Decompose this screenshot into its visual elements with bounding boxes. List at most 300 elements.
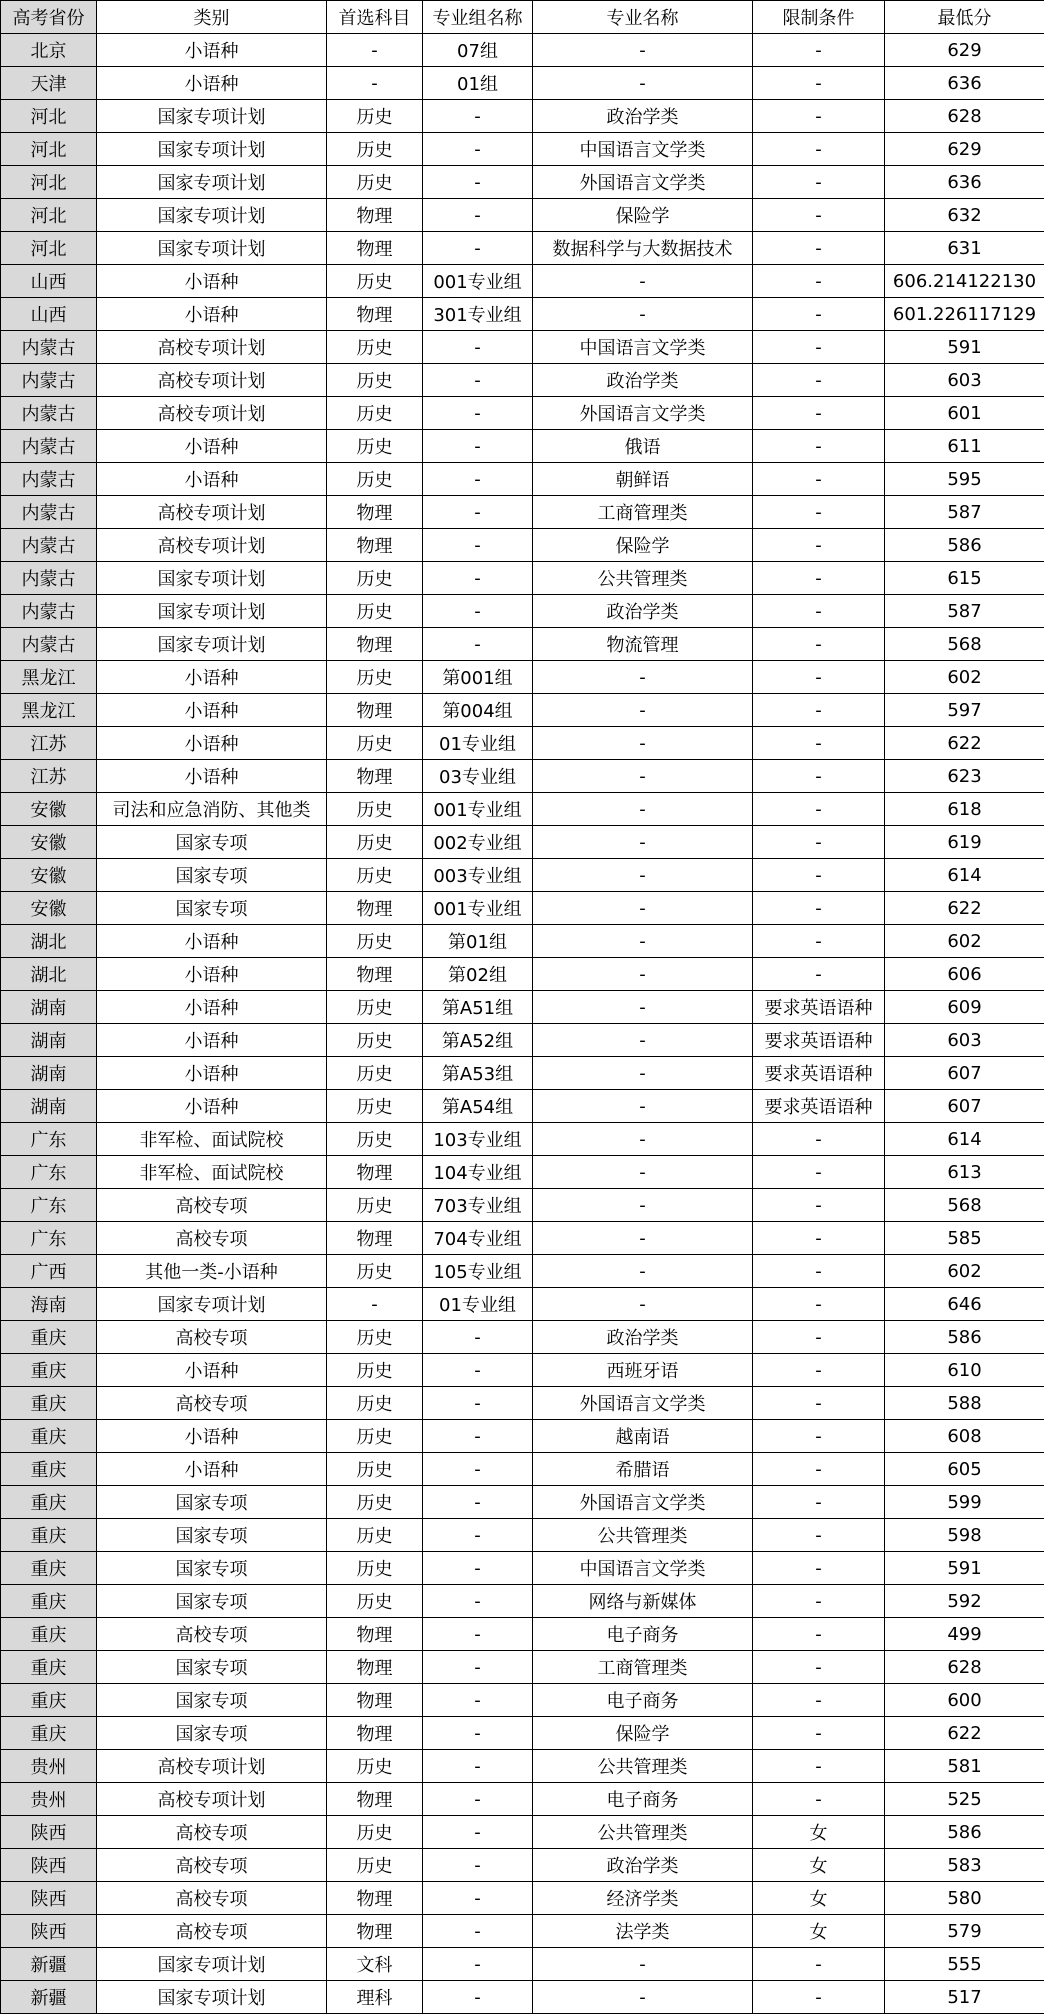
restriction-cell: - <box>753 298 885 331</box>
table-row <box>1 496 1044 529</box>
province-cell: 内蒙古 <box>1 331 97 364</box>
subject-cell: 历史 <box>327 1387 423 1420</box>
group-name-cell: - <box>423 1948 533 1981</box>
restriction-cell: - <box>753 1519 885 1552</box>
province-cell: 内蒙古 <box>1 595 97 628</box>
category-cell: 国家专项计划 <box>97 232 327 265</box>
group-name-cell: 第02组 <box>423 958 533 991</box>
subject-cell: 历史 <box>327 1750 423 1783</box>
province-cell: 湖南 <box>1 1057 97 1090</box>
province-cell: 山西 <box>1 298 97 331</box>
subject-cell: 历史 <box>327 925 423 958</box>
subject-cell: 理科 <box>327 1981 423 2014</box>
category-cell: 小语种 <box>97 265 327 298</box>
category-cell: 小语种 <box>97 661 327 694</box>
subject-cell: 物理 <box>327 1882 423 1915</box>
province-cell: 内蒙古 <box>1 496 97 529</box>
category-cell: 国家专项计划 <box>97 595 327 628</box>
min-score-cell: 580 <box>885 1882 1044 1915</box>
group-name-cell: - <box>423 529 533 562</box>
min-score-cell: 568 <box>885 628 1044 661</box>
major-name-cell: 外国语言文学类 <box>533 1387 753 1420</box>
restriction-cell: - <box>753 793 885 826</box>
subject-cell: 历史 <box>327 1816 423 1849</box>
province-cell: 河北 <box>1 133 97 166</box>
restriction-cell: - <box>753 1387 885 1420</box>
subject-cell: 历史 <box>327 1519 423 1552</box>
restriction-cell: - <box>753 265 885 298</box>
subject-cell: 历史 <box>327 1123 423 1156</box>
header-group-name: 专业组名称 <box>423 1 533 34</box>
province-cell: 内蒙古 <box>1 364 97 397</box>
table-row <box>1 1255 1044 1288</box>
restriction-cell: - <box>753 1123 885 1156</box>
group-name-cell: 301专业组 <box>423 298 533 331</box>
major-name-cell: - <box>533 925 753 958</box>
subject-cell: 物理 <box>327 199 423 232</box>
restriction-cell: - <box>753 892 885 925</box>
group-name-cell: - <box>423 100 533 133</box>
table-row <box>1 1189 1044 1222</box>
major-name-cell: 希腊语 <box>533 1453 753 1486</box>
province-cell: 广东 <box>1 1222 97 1255</box>
major-name-cell: - <box>533 1981 753 2014</box>
min-score-cell: 598 <box>885 1519 1044 1552</box>
min-score-cell: 614 <box>885 859 1044 892</box>
group-name-cell: 105专业组 <box>423 1255 533 1288</box>
table-row <box>1 1849 1044 1882</box>
restriction-cell: - <box>753 628 885 661</box>
restriction-cell: 女 <box>753 1849 885 1882</box>
min-score-cell: 602 <box>885 925 1044 958</box>
group-name-cell: - <box>423 1321 533 1354</box>
province-cell: 重庆 <box>1 1321 97 1354</box>
min-score-cell: 555 <box>885 1948 1044 1981</box>
restriction-cell: - <box>753 331 885 364</box>
category-cell: 高校专项 <box>97 1618 327 1651</box>
category-cell: 国家专项 <box>97 826 327 859</box>
province-cell: 重庆 <box>1 1486 97 1519</box>
major-name-cell: 政治学类 <box>533 1849 753 1882</box>
restriction-cell: - <box>753 166 885 199</box>
table-row <box>1 1387 1044 1420</box>
min-score-cell: 606 <box>885 958 1044 991</box>
group-name-cell: 第A52组 <box>423 1024 533 1057</box>
group-name-cell: - <box>423 1618 533 1651</box>
category-cell: 小语种 <box>97 1024 327 1057</box>
category-cell: 国家专项计划 <box>97 628 327 661</box>
subject-cell: 历史 <box>327 364 423 397</box>
major-name-cell: 电子商务 <box>533 1618 753 1651</box>
group-name-cell: 01专业组 <box>423 727 533 760</box>
province-cell: 黑龙江 <box>1 661 97 694</box>
min-score-cell: 601 <box>885 397 1044 430</box>
category-cell: 小语种 <box>97 298 327 331</box>
category-cell: 国家专项 <box>97 1486 327 1519</box>
major-name-cell: 工商管理类 <box>533 496 753 529</box>
subject-cell: 历史 <box>327 1420 423 1453</box>
restriction-cell: - <box>753 67 885 100</box>
table-row <box>1 1618 1044 1651</box>
province-cell: 海南 <box>1 1288 97 1321</box>
group-name-cell: - <box>423 199 533 232</box>
group-name-cell: 001专业组 <box>423 793 533 826</box>
restriction-cell: - <box>753 661 885 694</box>
table-row <box>1 364 1044 397</box>
subject-cell: 物理 <box>327 1684 423 1717</box>
min-score-cell: 581 <box>885 1750 1044 1783</box>
major-name-cell: 中国语言文学类 <box>533 1552 753 1585</box>
group-name-cell: - <box>423 1783 533 1816</box>
table-row <box>1 1288 1044 1321</box>
min-score-cell: 632 <box>885 199 1044 232</box>
restriction-cell: 女 <box>753 1816 885 1849</box>
subject-cell: 物理 <box>327 1222 423 1255</box>
table-row <box>1 1882 1044 1915</box>
group-name-cell: - <box>423 1453 533 1486</box>
major-name-cell: 保险学 <box>533 529 753 562</box>
subject-cell: 历史 <box>327 793 423 826</box>
min-score-cell: 607 <box>885 1090 1044 1123</box>
table-row <box>1 1123 1044 1156</box>
group-name-cell: - <box>423 133 533 166</box>
major-name-cell: - <box>533 1123 753 1156</box>
min-score-cell: 591 <box>885 1552 1044 1585</box>
table-row <box>1 1057 1044 1090</box>
min-score-cell: 603 <box>885 1024 1044 1057</box>
min-score-cell: 607 <box>885 1057 1044 1090</box>
category-cell: 国家专项计划 <box>97 1288 327 1321</box>
province-cell: 广东 <box>1 1123 97 1156</box>
table-row <box>1 1915 1044 1948</box>
province-cell: 新疆 <box>1 1981 97 2014</box>
category-cell: 国家专项计划 <box>97 1981 327 2014</box>
province-cell: 江苏 <box>1 760 97 793</box>
group-name-cell: 003专业组 <box>423 859 533 892</box>
header-province: 高考省份 <box>1 1 97 34</box>
major-name-cell: - <box>533 1222 753 1255</box>
subject-cell: 历史 <box>327 1453 423 1486</box>
subject-cell: 物理 <box>327 694 423 727</box>
category-cell: 其他一类-小语种 <box>97 1255 327 1288</box>
province-cell: 重庆 <box>1 1585 97 1618</box>
province-cell: 重庆 <box>1 1552 97 1585</box>
group-name-cell: - <box>423 1915 533 1948</box>
table-row <box>1 67 1044 100</box>
category-cell: 非军检、面试院校 <box>97 1123 327 1156</box>
table-row <box>1 265 1044 298</box>
table-row <box>1 958 1044 991</box>
min-score-cell: 636 <box>885 67 1044 100</box>
subject-cell: 历史 <box>327 463 423 496</box>
major-name-cell: - <box>533 1288 753 1321</box>
major-name-cell: 外国语言文学类 <box>533 166 753 199</box>
min-score-cell: 618 <box>885 793 1044 826</box>
province-cell: 重庆 <box>1 1354 97 1387</box>
table-row <box>1 859 1044 892</box>
major-name-cell: - <box>533 1948 753 1981</box>
table-row <box>1 694 1044 727</box>
table-row <box>1 661 1044 694</box>
restriction-cell: - <box>753 925 885 958</box>
category-cell: 国家专项 <box>97 1684 327 1717</box>
restriction-cell: - <box>753 1321 885 1354</box>
province-cell: 内蒙古 <box>1 628 97 661</box>
major-name-cell: 公共管理类 <box>533 1750 753 1783</box>
header-min-score: 最低分 <box>885 1 1044 34</box>
major-name-cell: - <box>533 1156 753 1189</box>
province-cell: 内蒙古 <box>1 463 97 496</box>
group-name-cell: 01专业组 <box>423 1288 533 1321</box>
subject-cell: - <box>327 1288 423 1321</box>
category-cell: 小语种 <box>97 67 327 100</box>
group-name-cell: 001专业组 <box>423 265 533 298</box>
category-cell: 小语种 <box>97 34 327 67</box>
restriction-cell: - <box>753 694 885 727</box>
subject-cell: - <box>327 67 423 100</box>
min-score-cell: 601.226117129 <box>885 298 1044 331</box>
province-cell: 湖南 <box>1 1024 97 1057</box>
category-cell: 国家专项计划 <box>97 1948 327 1981</box>
header-subject: 首选科目 <box>327 1 423 34</box>
group-name-cell: - <box>423 331 533 364</box>
province-cell: 江苏 <box>1 727 97 760</box>
major-name-cell: - <box>533 1255 753 1288</box>
restriction-cell: - <box>753 1981 885 2014</box>
category-cell: 小语种 <box>97 760 327 793</box>
province-cell: 湖南 <box>1 991 97 1024</box>
subject-cell: 历史 <box>327 1189 423 1222</box>
category-cell: 高校专项 <box>97 1189 327 1222</box>
subject-cell: 物理 <box>327 529 423 562</box>
major-name-cell: - <box>533 1024 753 1057</box>
category-cell: 高校专项计划 <box>97 364 327 397</box>
min-score-cell: 588 <box>885 1387 1044 1420</box>
min-score-cell: 587 <box>885 595 1044 628</box>
category-cell: 国家专项 <box>97 1651 327 1684</box>
subject-cell: 历史 <box>327 1090 423 1123</box>
group-name-cell: - <box>423 1552 533 1585</box>
group-name-cell: 第A51组 <box>423 991 533 1024</box>
min-score-cell: 605 <box>885 1453 1044 1486</box>
min-score-cell: 646 <box>885 1288 1044 1321</box>
table-row <box>1 232 1044 265</box>
group-name-cell: 104专业组 <box>423 1156 533 1189</box>
table-row <box>1 1981 1044 2014</box>
category-cell: 高校专项 <box>97 1816 327 1849</box>
min-score-cell: 606.214122130 <box>885 265 1044 298</box>
province-cell: 河北 <box>1 232 97 265</box>
table-row <box>1 892 1044 925</box>
major-name-cell: - <box>533 1057 753 1090</box>
table-row <box>1 1948 1044 1981</box>
province-cell: 安徽 <box>1 826 97 859</box>
restriction-cell: - <box>753 1255 885 1288</box>
province-cell: 重庆 <box>1 1387 97 1420</box>
min-score-cell: 597 <box>885 694 1044 727</box>
restriction-cell: - <box>753 496 885 529</box>
group-name-cell: 第A53组 <box>423 1057 533 1090</box>
province-cell: 重庆 <box>1 1618 97 1651</box>
category-cell: 高校专项 <box>97 1849 327 1882</box>
subject-cell: 历史 <box>327 1585 423 1618</box>
category-cell: 国家专项 <box>97 1519 327 1552</box>
restriction-cell: - <box>753 1453 885 1486</box>
header-category: 类别 <box>97 1 327 34</box>
group-name-cell: 07组 <box>423 34 533 67</box>
group-name-cell: 03专业组 <box>423 760 533 793</box>
restriction-cell: - <box>753 1420 885 1453</box>
province-cell: 天津 <box>1 67 97 100</box>
group-name-cell: - <box>423 1354 533 1387</box>
category-cell: 高校专项计划 <box>97 331 327 364</box>
major-name-cell: 保险学 <box>533 1717 753 1750</box>
category-cell: 高校专项计划 <box>97 1783 327 1816</box>
table-row <box>1 1783 1044 1816</box>
table-row <box>1 430 1044 463</box>
min-score-cell: 599 <box>885 1486 1044 1519</box>
subject-cell: 历史 <box>327 397 423 430</box>
group-name-cell: - <box>423 430 533 463</box>
restriction-cell: - <box>753 1717 885 1750</box>
province-cell: 内蒙古 <box>1 397 97 430</box>
group-name-cell: - <box>423 463 533 496</box>
category-cell: 高校专项 <box>97 1882 327 1915</box>
restriction-cell: - <box>753 199 885 232</box>
subject-cell: 历史 <box>327 430 423 463</box>
category-cell: 高校专项计划 <box>97 1750 327 1783</box>
major-name-cell: 物流管理 <box>533 628 753 661</box>
table-row <box>1 595 1044 628</box>
restriction-cell: - <box>753 397 885 430</box>
table-row <box>1 562 1044 595</box>
table-row <box>1 826 1044 859</box>
major-name-cell: - <box>533 34 753 67</box>
subject-cell: 历史 <box>327 562 423 595</box>
min-score-cell: 595 <box>885 463 1044 496</box>
subject-cell: 物理 <box>327 1717 423 1750</box>
min-score-cell: 609 <box>885 991 1044 1024</box>
major-name-cell: 外国语言文学类 <box>533 397 753 430</box>
major-name-cell: - <box>533 793 753 826</box>
subject-cell: 历史 <box>327 1321 423 1354</box>
group-name-cell: 第001组 <box>423 661 533 694</box>
min-score-cell: 628 <box>885 100 1044 133</box>
restriction-cell: - <box>753 1651 885 1684</box>
group-name-cell: 01组 <box>423 67 533 100</box>
min-score-cell: 614 <box>885 1123 1044 1156</box>
min-score-cell: 600 <box>885 1684 1044 1717</box>
restriction-cell: - <box>753 859 885 892</box>
subject-cell: 历史 <box>327 826 423 859</box>
group-name-cell: 第A54组 <box>423 1090 533 1123</box>
restriction-cell: - <box>753 364 885 397</box>
subject-cell: 历史 <box>327 1552 423 1585</box>
min-score-cell: 628 <box>885 1651 1044 1684</box>
subject-cell: 历史 <box>327 661 423 694</box>
subject-cell: 物理 <box>327 1618 423 1651</box>
major-name-cell: 公共管理类 <box>533 1519 753 1552</box>
restriction-cell: - <box>753 1783 885 1816</box>
min-score-cell: 587 <box>885 496 1044 529</box>
restriction-cell: - <box>753 595 885 628</box>
province-cell: 陕西 <box>1 1816 97 1849</box>
province-cell: 重庆 <box>1 1651 97 1684</box>
province-cell: 重庆 <box>1 1420 97 1453</box>
province-cell: 内蒙古 <box>1 562 97 595</box>
province-cell: 湖南 <box>1 1090 97 1123</box>
group-name-cell: - <box>423 1882 533 1915</box>
group-name-cell: - <box>423 232 533 265</box>
subject-cell: 历史 <box>327 991 423 1024</box>
restriction-cell: - <box>753 529 885 562</box>
major-name-cell: - <box>533 760 753 793</box>
province-cell: 重庆 <box>1 1717 97 1750</box>
table-row <box>1 1420 1044 1453</box>
province-cell: 贵州 <box>1 1783 97 1816</box>
subject-cell: 物理 <box>327 1783 423 1816</box>
restriction-cell: - <box>753 1486 885 1519</box>
major-name-cell: 中国语言文学类 <box>533 133 753 166</box>
category-cell: 小语种 <box>97 1453 327 1486</box>
min-score-cell: 636 <box>885 166 1044 199</box>
major-name-cell: - <box>533 265 753 298</box>
min-score-cell: 631 <box>885 232 1044 265</box>
min-score-cell: 622 <box>885 1717 1044 1750</box>
category-cell: 小语种 <box>97 694 327 727</box>
province-cell: 湖北 <box>1 958 97 991</box>
table-row <box>1 463 1044 496</box>
major-name-cell: 越南语 <box>533 1420 753 1453</box>
min-score-cell: 499 <box>885 1618 1044 1651</box>
category-cell: 小语种 <box>97 1057 327 1090</box>
min-score-cell: 622 <box>885 727 1044 760</box>
major-name-cell: 政治学类 <box>533 364 753 397</box>
min-score-cell: 611 <box>885 430 1044 463</box>
min-score-cell: 622 <box>885 892 1044 925</box>
restriction-cell: 女 <box>753 1882 885 1915</box>
group-name-cell: - <box>423 1651 533 1684</box>
min-score-cell: 629 <box>885 133 1044 166</box>
table-row <box>1 793 1044 826</box>
subject-cell: 历史 <box>327 595 423 628</box>
min-score-cell: 586 <box>885 1321 1044 1354</box>
province-cell: 新疆 <box>1 1948 97 1981</box>
major-name-cell: 法学类 <box>533 1915 753 1948</box>
restriction-cell: - <box>753 1189 885 1222</box>
table-row <box>1 331 1044 364</box>
min-score-cell: 591 <box>885 331 1044 364</box>
table-row <box>1 991 1044 1024</box>
table-row <box>1 100 1044 133</box>
major-name-cell: 政治学类 <box>533 595 753 628</box>
group-name-cell: - <box>423 364 533 397</box>
category-cell: 小语种 <box>97 991 327 1024</box>
header-major-name: 专业名称 <box>533 1 753 34</box>
group-name-cell: - <box>423 1486 533 1519</box>
category-cell: 小语种 <box>97 727 327 760</box>
restriction-cell: - <box>753 958 885 991</box>
major-name-cell: - <box>533 1090 753 1123</box>
table-row <box>1 925 1044 958</box>
min-score-cell: 602 <box>885 661 1044 694</box>
category-cell: 高校专项 <box>97 1387 327 1420</box>
province-cell: 广西 <box>1 1255 97 1288</box>
category-cell: 小语种 <box>97 1090 327 1123</box>
subject-cell: 物理 <box>327 958 423 991</box>
group-name-cell: 703专业组 <box>423 1189 533 1222</box>
major-name-cell: - <box>533 958 753 991</box>
